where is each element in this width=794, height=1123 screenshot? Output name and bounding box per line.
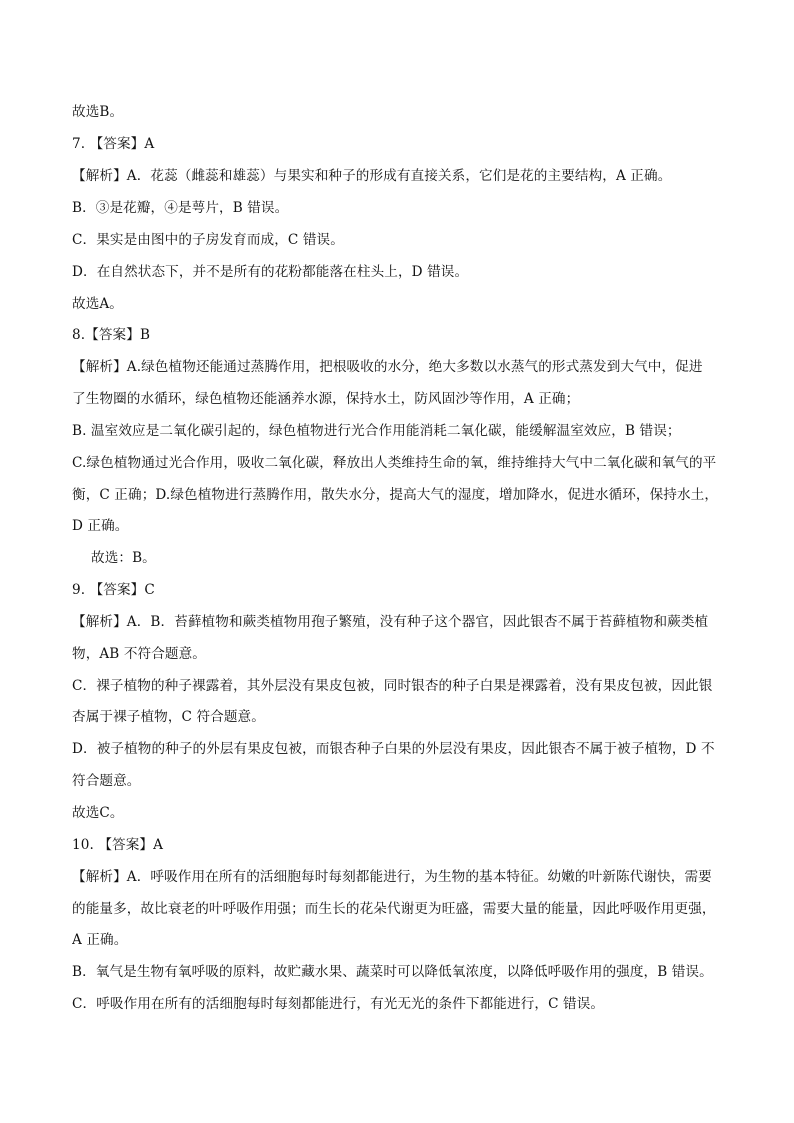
- text-line: B．氧气是生物有氧呼吸的原料，故贮藏水果、蔬菜时可以降低氧浓度，以降低呼吸作用的强度，B 错误。: [72, 964, 713, 980]
- text-line: 【解析】A．B．苔藓植物和蕨类植物用孢子繁殖，没有种子这个器官，因此银杏不属于苔藓植物和蕨类植: [72, 614, 709, 630]
- text-line: D．被子植物的种子的外层有果皮包被，而银杏种子白果的外层没有果皮，因此银杏不属于被子植物，D 不: [72, 741, 715, 757]
- text-line: 杏属于裸子植物，C 符合题意。: [72, 709, 265, 725]
- text-line: C．裸子植物的种子裸露着，其外层没有果皮包被，同时银杏的种子白果是裸露着，没有果皮包被，因此银: [72, 678, 713, 694]
- answer-heading-7: 7. 【答案】A: [72, 136, 155, 152]
- text-line: D 正确。: [72, 518, 129, 534]
- text-line: C．果实是由图中的子房发育而成，C 错误。: [72, 232, 344, 248]
- text-line: 故选A。: [72, 296, 123, 312]
- text-line: 【解析】A．花蕊（雌蕊和雄蕊）与果实和种子的形成有直接关系，它们是花的主要结构，A 正确。: [72, 168, 672, 184]
- text-line: 故选：B。: [91, 550, 156, 566]
- text-line: 故选B。: [72, 104, 124, 120]
- text-line: A 正确。: [72, 932, 128, 948]
- text-line: 符合题意。: [72, 773, 141, 789]
- text-line: B．③是花瓣，④是萼片，B 错误。: [72, 200, 289, 216]
- text-line: C．呼吸作用在所有的活细胞每时每刻都能进行，有光无光的条件下都能进行，C 错误。: [72, 996, 605, 1012]
- text-line: 了生物圈的水循环，绿色植物还能涵养水源，保持水土，防风固沙等作用，A 正确；: [72, 391, 580, 407]
- answer-heading-8: 8.【答案】B: [72, 327, 151, 343]
- text-line: 衡，C 正确；D.绿色植物进行蒸腾作用，散失水分，提高大气的湿度，增加降水，促进水循环，保持水土，: [72, 487, 719, 503]
- text-line: 物，AB 不符合题意。: [72, 646, 206, 662]
- text-line: 故选C。: [72, 805, 124, 821]
- text-line: 的能量多，故比衰老的叶呼吸作用强；而生长的花朵代谢更为旺盛，需要大量的能量，因此呼吸作用更强，: [72, 901, 716, 917]
- answer-heading-10: 10. 【答案】A: [72, 837, 164, 853]
- text-line: D．在自然状态下，并不是所有的花粉都能落在柱头上，D 错误。: [72, 264, 469, 280]
- text-line: B. 温室效应是二氧化碳引起的，绿色植物进行光合作用能消耗二氧化碳，能缓解温室效应，B 错误；: [72, 423, 681, 439]
- answer-heading-9: 9. 【答案】C: [72, 582, 155, 598]
- text-line: C.绿色植物通过光合作用，吸收二氧化碳，释放出人类维持生命的氧，维持维持大气中二氧化碳和氧气的平: [72, 455, 717, 471]
- text-line: 【解析】A．呼吸作用在所有的活细胞每时每刻都能进行，为生物的基本特征。幼嫩的叶新陈代谢快，需要: [72, 869, 712, 885]
- text-line: 【解析】A.绿色植物还能通过蒸腾作用，把根吸收的水分，绝大多数以水蒸气的形式蒸发到大气中，促进: [72, 359, 703, 375]
